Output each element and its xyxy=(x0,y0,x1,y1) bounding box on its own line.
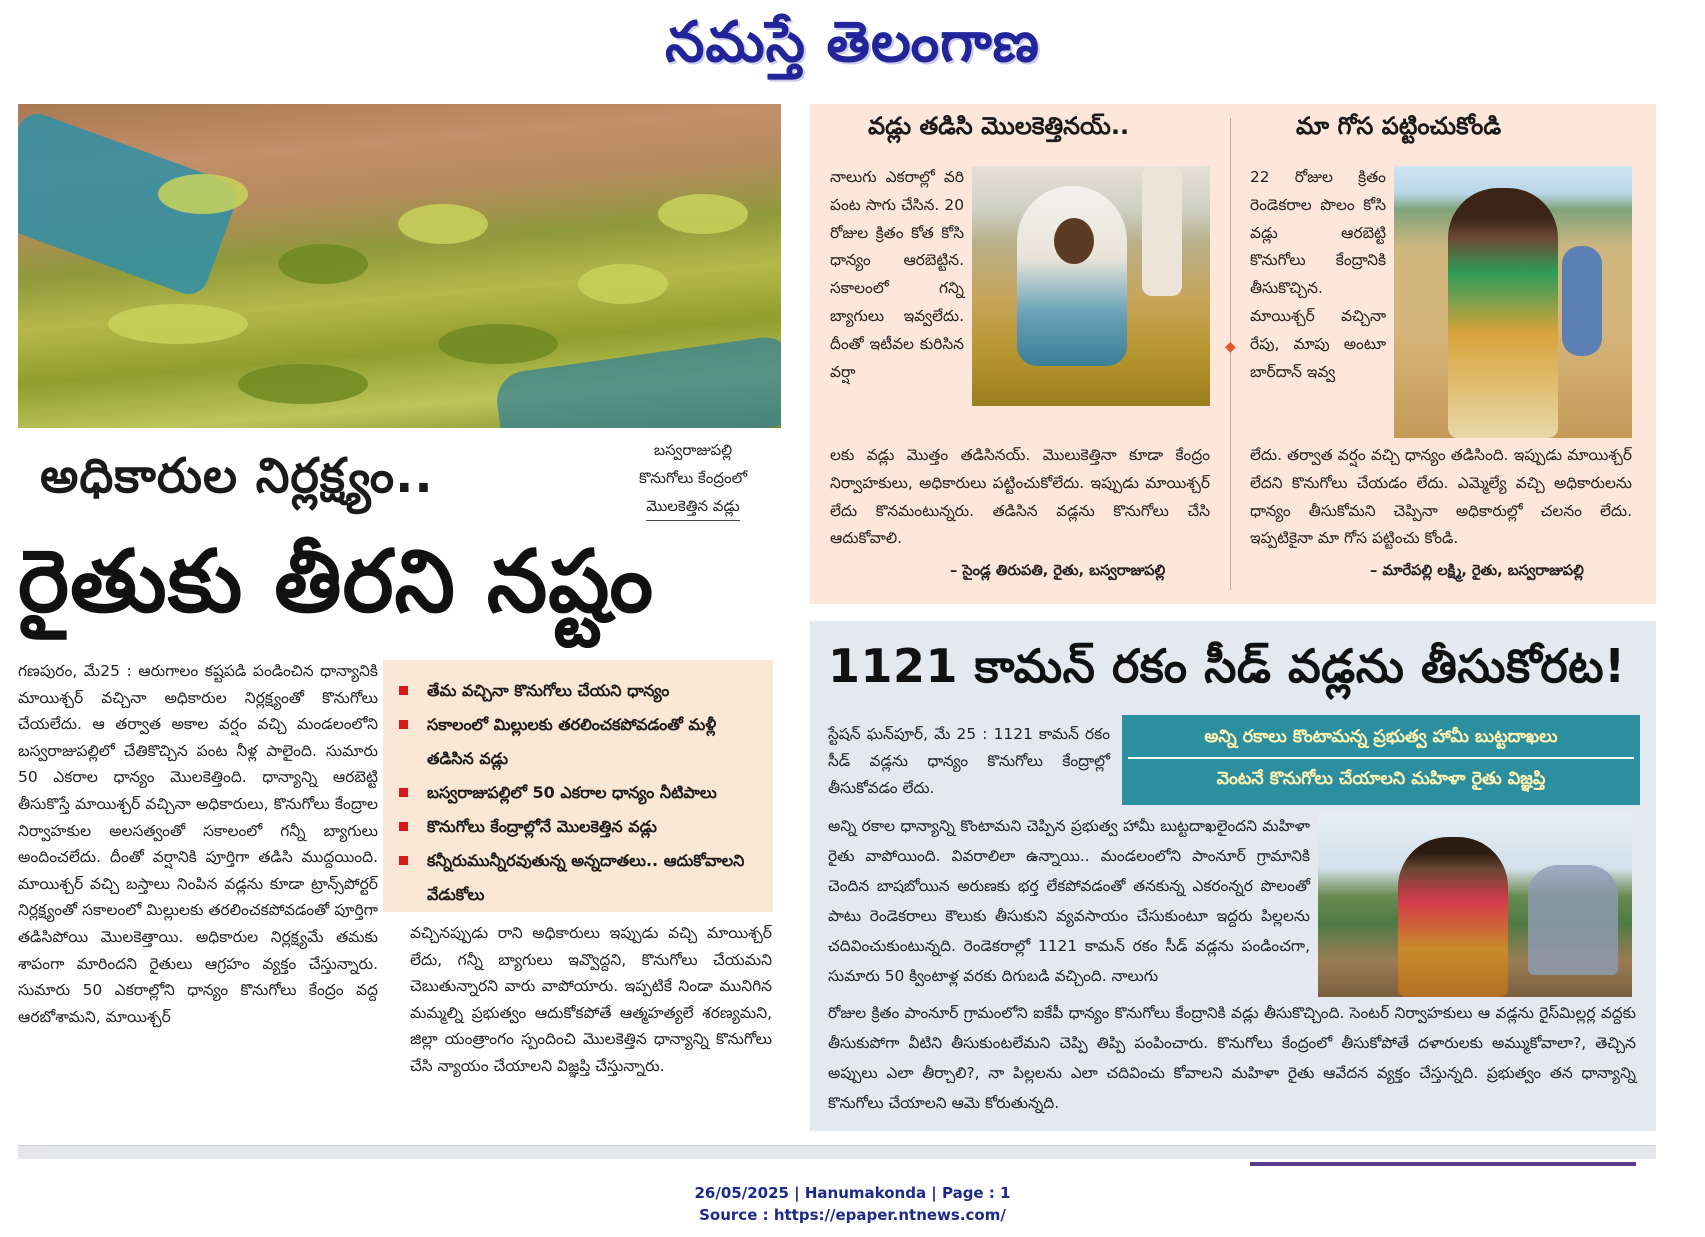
testimonial-left-text-continued: లకు వడ్లు మొత్తం తడిసినయ్. మొలుకెత్తినా కూడా కేంద్రం నిర్వాహకులు, అధికారులు పట్టించుకోలేదు. ఇప్పుడు మాయిశ్చర్ లేదు కొనమంటున్నరు. తడిసిన వడ్లను కొనుగోలు చేసి ఆదుకోవాలి. xyxy=(830,446,1210,548)
lead-photo-caption xyxy=(598,436,788,521)
story2-body-text-continued: రోజుల క్రితం పాంనూర్ గ్రామంలోని ఐకేపీ ధాన్యం కొనుగోలు కేంద్రానికి వడ్లు తీసుకొచ్చింది. సెంటర్ నిర్వాహకులు ఆ వడ్లను రైస్‌మిల్లర్ల వద్దకు తీసుకుపోగా వీటిని తీసుకుంటలేమని చెప్పి తిప్పి పంపించారు. కొనుగోలు కేంద్రంలో తీసుకోపోతే దళారులకు అమ్ముకోవాలా?, తెచ్చిన అప్పులు ఎలా తీర్చాలి?, నా పిల్లలను ఎలా చదివించు కోవాలని మహిళా రైతు ఆవేదన వ్యక్తం చేస్తున్నది. ప్రభుత్వం తన ధాన్యాన్ని కొనుగోలు చేయాలని ఆమె కోరుతున్నది. xyxy=(828,1004,1636,1112)
story2-headline: 1121 కామన్ రకం సీడ్ వడ్లను తీసుకోరట! xyxy=(828,639,1626,693)
story2-subheadings xyxy=(1122,715,1640,805)
testimonial-left-text: నాలుగు ఎకరాల్లో వరి పంట సాగు చేసిన. 20 రోజుల క్రితం కోత కోసి ధాన్యం ఆరబెట్టిన. సకాలంలో గన్ని బ్యాగులు ఇవ్వలేదు. దీంతో ఇటీవల కురిసిన వర్షా xyxy=(830,168,964,381)
testimonial-right-signature: – మారేపల్లి లక్ష్మి, రైతు, బస్వరాజుపల్లి xyxy=(1370,562,1584,579)
lead-kicker: అధికారుల నిర్లక్ష్యం.. xyxy=(40,448,434,504)
masthead xyxy=(0,6,1705,80)
highlight-item: బస్వరాజుపల్లిలో 50 ఎకరాల ధాన్యం నీటిపాలు xyxy=(399,776,763,810)
highlight-item: తేమ వచ్చినా కొనుగోలు చేయని ధాన్యం xyxy=(399,674,763,708)
seed-paddy-story xyxy=(810,621,1656,1131)
woman-farmer-photo xyxy=(1318,813,1632,997)
footer-edition-info: 26/05/2025 | Hanumakonda | Page : 1 xyxy=(694,1184,1011,1202)
story2-body-text: అన్ని రకాల ధాన్యాన్ని కొంటామని చెప్పిన ప్రభుత్వ హామీ బుట్టదాఖలైందని మహిళా రైతు వాపోయింది. వివరాలిలా ఉన్నాయి.. మండలంలోని పాంనూర్ గ్రామానికి చెందిన బాషబోయిన అరుణకు భర్త లేకపోవడంతో తనకున్న ఎకరంన్నర పొలంతో పాటు రెండెకరాలు కౌలుకు తీసుకుని వ్యవసాయం చేసుకుంటూ ఇద్దరు పిల్లలను చదివించుకుంటున్నది. రెండెకరాల్లో 1121 కామన్ రకం సీడ్ వడ్లను పండించగా, సుమారు 50 క్వింటాళ్ల వరకు దిగుబడి వచ్చింది. నాలుగు xyxy=(828,817,1310,985)
lead-body-column-1: గణపురం, మే25 : ఆరుగాలం కష్టపడి పండించిన ధాన్యానికి మాయిశ్చర్ వచ్చినా అధికారుల నిర్లక్ష్యంతో కొనుగోలు చేయలేదు. ఆ తర్వాత అకాల వర్షం వచ్చి మండలంలోని బస్వరాజుపల్లిలో చేతికొచ్చిన పంట నీళ్ల పాలైంది. సుమారు 50 ఎకరాల ధాన్యం మొలకెత్తింది. ధాన్యాన్ని ఆరబెట్టి తీసుకొస్తే మాయిశ్చర్ వచ్చినా అధికారులు, కొనుగోలు కేంద్రాల నిర్వాహకుల అలసత్వంతో సకాలంలో గన్నీ బ్యాగులు అందించలేదు. దీంతో వర్షానికి పూర్తిగా తడిసి ముద్దయింది. మాయిశ్చర్ వచ్చి బస్తాలు నింపిన వడ్లను కూడా ట్రాన్స్‌పోర్టర్ నిర్లక్ష్యంతో సకాలంలో మిల్లులకు తరలించకపోవడంతో పూర్తిగా తడిసిపోయి మొలకెత్తాయి. అధికారుల నిర్లక్ష్యమే తమకు శాపంగా మారిందని రైతులు ఆగ్రహం వ్యక్తం చేస్తున్నారు. సుమారు 50 ఎకరాల్లోని ధాన్యం కొనుగోలు కేంద్రం వద్ద ఆరబోశామని, మాయిశ్చర్ xyxy=(18,662,378,1026)
testimonial-right-text-continued: లేదు. తర్వాత వర్షం వచ్చి ధాన్యం తడిసింది. ఇప్పుడు మాయిశ్చర్ లేదని కొనుగోలు చేయడం లేదు. ఎమ్మెల్యే వచ్చి అధికారులను ధాన్యం తీసుకోమని చెప్పినా అధికారుల్లో చలనం లేదు. ఇప్పటికైనా మా గోస పట్టించు కోండి. xyxy=(1250,446,1632,548)
story2-deck: వెంటనే కొనుగోలు చేయాలని మహిళా రైతు విజ్ఞప్తి xyxy=(1128,757,1634,799)
newspaper-logo: నమస్తే తెలంగాణ xyxy=(665,10,1040,75)
lead-body-column-2: వచ్చినప్పుడు రాని అధికారులు ఇప్పుడు వచ్చి మాయిశ్చర్ లేదు, గన్నీ బ్యాగులు ఇవ్వొద్దని, కొనుగోలు చేయమని చెబుతున్నారని వారు వాపోయారు. ఇప్పటికే నిండా మునిగిన మమ్మల్ని ప్రభుత్వం ఆదుకోకపోతే ఆత్మహత్యలే శరణ్యమని, జిల్లా యంత్రాంగం స్పందించి మొలకెత్తిన ధాన్యాన్ని కొనుగోలు చేసి న్యాయం చేయాలని విజ్ఞప్తి చేస్తున్నారు. xyxy=(410,924,772,1075)
testimonial-left-signature: – సైండ్ల తిరుపతి, రైతు, బస్వరాజుపల్లి xyxy=(950,562,1166,579)
testimonial-right-text: 22 రోజుల క్రితం రెండెకరాల పొలం కోసి వడ్లు ఆరబెట్టి కొనుగోలు కేంద్రానికి తీసుకొచ్చిన. మాయిశ్చర్ వచ్చినా రేపు, మాపు అంటూ బార్‌దాన్ ఇవ్వ xyxy=(1250,168,1386,381)
highlight-item: కన్నీరుమున్నీరవుతున్న అన్నదాతలు.. ఆదుకోవాలని వేడుకోలు xyxy=(399,844,763,912)
lead-photo-sprouted-paddy xyxy=(18,104,781,428)
page-bottom-accent-rule xyxy=(1250,1162,1636,1166)
divider-diamond-icon: ◆ xyxy=(1225,339,1236,355)
testimonial-left-heading: వడ్లు తడిసి మొలకెత్తినయ్.. xyxy=(868,112,1130,140)
farmer-photo-tirupathi xyxy=(972,166,1210,406)
footer-source-link[interactable]: Source : https://epaper.ntnews.com/ xyxy=(699,1206,1006,1224)
farmer-photo-lakshmi xyxy=(1394,166,1632,438)
caption-line: కొనుగోలు కేంద్రంలో xyxy=(639,469,747,487)
page-bottom-rule xyxy=(18,1145,1656,1159)
caption-line: మొలకెత్తిన వడ్లు xyxy=(646,492,740,521)
lead-highlights-box xyxy=(383,660,773,912)
caption-line: బస్వరాజుపల్లి xyxy=(653,441,733,459)
farmer-testimonials-box xyxy=(810,104,1656,604)
story2-deck: అన్ని రకాలు కొంటామన్న ప్రభుత్వ హామీ బుట్టదాఖలు xyxy=(1204,727,1558,747)
story2-dateline-text: స్టేషన్ ఘన్‌పూర్, మే 25 : 1121 కామన్ రకం సీడ్ వడ్లను ధాన్యం కొనుగోలు కేంద్రాల్లో తీసుకోవడం లేదు. xyxy=(828,725,1110,798)
highlight-item: కొనుగోలు కేంద్రాల్లోనే మొలకెత్తిన వడ్లు xyxy=(399,810,763,844)
lead-headline: రైతుకు తీరని నష్టం xyxy=(18,532,655,632)
highlight-item: సకాలంలో మిల్లులకు తరలించకపోవడంతో మళ్లీ తడిసిన వడ్లు xyxy=(399,708,763,776)
testimonial-right-heading: మా గోస పట్టించుకోండి xyxy=(1296,112,1502,140)
page-footer xyxy=(0,1182,1705,1226)
